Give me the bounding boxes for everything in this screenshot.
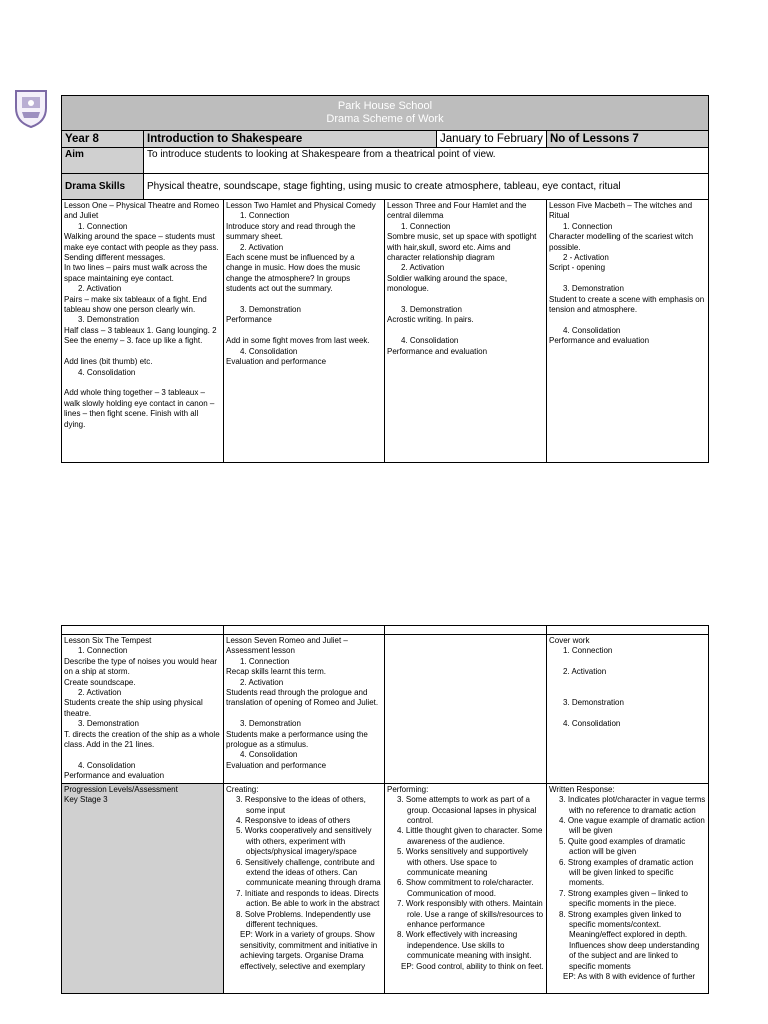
text-line: Add whole thing together – 3 tableaux – walk slowly holding eye contact in canon – lines – then fight scene. Finish with all dying. [64,388,215,429]
text-line [226,326,382,336]
text-line: 8. Solve Problems. Independently use different techniques. [236,909,371,929]
text-line: Lesson Six The Tempest [64,636,152,645]
text-line: Half class – 3 tableaux 1. Gang lounging. 2 See the enemy – 3. face up like a fight. [64,325,217,346]
lesson-two-cell [224,200,385,463]
text-line: Lesson Two Hamlet and Physical Comedy [226,201,376,210]
text-line: 4. Little thought given to character. Some awareness of the audience. [397,826,543,846]
text-line: Add in some fight moves from last week. [226,336,370,346]
text-line: In two lines – pairs must walk across the space maintaining eye contact. [64,263,208,283]
text-line: Lesson Three and Four Hamlet and the central dilemma [387,201,527,221]
text-line: T. directs the creation of the ship as a whole class. Add in the 21 lines. [64,729,220,750]
text-line: Sombre music, set up space with spotlight with hair,skull, sword etc. Aims and character relationship diagram [387,232,537,263]
text-line: EP: As with 8 with evidence of further [563,972,696,981]
text-line: EP: Good control, ability to think on feet. [401,961,544,971]
text-line: Creating: [226,784,259,794]
lesson-one-cell [62,200,224,463]
lesson-count-cell: No of Lessons 7 [547,131,709,148]
text-line: 1. Connection [563,646,613,656]
text-line [226,709,382,719]
text-line: 1. Connection [401,221,451,231]
scheme-table-bottom [61,625,709,994]
lesson-six-cell [62,635,224,784]
school-crest-logo [14,88,48,128]
text-line [64,347,221,357]
text-line: 3. Demonstration [563,284,624,294]
written-response-criteria-cell [547,783,709,993]
text-line: 3. Responsive to the ideas of others, some input [236,795,366,815]
text-line: 3. Demonstration [78,315,139,325]
empty-cell [385,626,547,635]
year-cell: Year 8 [62,131,144,148]
text-line: Script - opening [549,263,606,273]
text-line: Students read through the prologue and translation of opening of Romeo and Juliet. [226,688,379,708]
text-line: 1. Connection [240,211,290,221]
text-line: 8. Work effectively with increasing independence. Use skills to communicate meaning with insight. [397,930,532,961]
text-line: Soldier walking around the space, monologue. [387,273,508,294]
text-line [64,378,221,388]
text-line: Character modelling of the scariest witch possible. [549,232,694,252]
text-line: 4. Consolidation [240,750,298,760]
text-line: Evaluation and performance [226,357,327,367]
text-line: Performing: [387,784,429,794]
text-line: Evaluation and performance [226,760,327,770]
text-line: 4. Consolidation [78,760,136,770]
text-line: 2. Activation [240,242,284,252]
text-line: 1. Connection [78,221,128,231]
text-line: 3. Some attempts to work as part of a group. Occasional lapses in physical control. [397,795,537,825]
text-line: 5. Works sensitively and supportively with others. Use space to communicate meaning [397,847,529,877]
text-line: 2. Activation [78,688,122,698]
text-line: 3. Demonstration [240,305,301,315]
text-line [387,326,544,336]
empty-cell [62,626,224,635]
text-line: 2. Activation [78,284,122,294]
text-line: 2. Activation [240,677,284,687]
text-line: 7. Initiate and responds to ideas. Directs action. Be able to work in the abstract [236,888,380,909]
text-line: 6. Show commitment to role/character. Communication of mood. [397,878,534,898]
text-line: 5. Quite good examples of dramatic action will be given [559,836,686,857]
text-line: 6. Strong examples of dramatic action will be given linked to specific moments. [559,857,694,888]
text-line: Lesson One – Physical Theatre and Romeo and Juliet [64,201,220,221]
text-line: 3. Demonstration [401,305,462,315]
dates-cell: January to February [437,131,547,148]
text-line: Written Response: [549,784,615,794]
text-line: 4. Consolidation [401,336,459,346]
cover-work-cell [547,635,709,784]
text-line: Walking around the space – students must make eye contact with people as they pass. Sending different messages. [64,232,219,263]
text-line: Progression Levels/Assessment [64,784,178,794]
text-line: 7. Work responsibly with others. Maintain role. Use a range of skills/resources to enhance performance [397,899,544,929]
text-line [549,315,706,325]
text-line: 3. Demonstration [78,719,139,729]
aim-text: To introduce students to looking at Shakespeare from a theatrical point of view. [144,148,709,174]
text-line: 2. Activation [401,263,445,273]
text-line: 2 - Activation [563,253,609,263]
text-line: Performance and evaluation [387,346,488,356]
text-line [549,688,706,698]
text-line: 6. Sensitively challenge, contribute and extend the ideas of others. Can communicate meaning through drama [236,857,381,888]
school-name: Park House School [337,100,433,112]
text-line [64,750,221,760]
text-line: 2. Activation [563,667,607,677]
title-header [62,96,709,131]
text-line [387,295,544,305]
text-line: Introduce story and read through the summary sheet. [226,221,356,242]
text-line: 4. Consolidation [78,367,136,377]
aim-label: Aim [62,148,144,174]
text-line: 1. Connection [240,656,290,666]
unit-cell: Introduction to Shakespeare [144,131,437,148]
lesson-five-cell [547,200,709,463]
creating-criteria-cell [224,783,385,993]
text-line: Key Stage 3 [64,795,108,805]
text-line: Students create the ship using physical theatre. [64,698,203,718]
progression-levels-cell [62,783,224,993]
text-line: 3. Demonstration [240,719,301,729]
text-line: 4. Consolidation [563,325,621,335]
text-line: Performance and evaluation [64,771,165,781]
text-line: Performance [226,315,272,325]
performing-criteria-cell [385,783,547,993]
text-line: Lesson Five Macbeth – The witches and Ritual [549,201,693,221]
text-line: 3. Indicates plot/character in vague terms with no reference to dramatic action [559,795,706,815]
text-line: 4. Responsive to ideas of others [236,815,351,825]
text-line [549,274,706,284]
drama-skills-text: Physical theatre, soundscape, stage fighting, using music to create atmosphere, tableau, eye contact, ritual [144,174,709,200]
text-line: Students make a performance using the prologue as a stimulus. [226,729,368,750]
text-line: 3. Demonstration [563,698,624,708]
text-line [549,709,706,719]
text-line [549,657,706,667]
text-line: 5. Works cooperatively and sensitively with others, experiment with objects/physical imagery/space [236,826,372,857]
text-line: Acrostic writing. In pairs. [387,315,474,325]
text-line: Each scene must be influenced by a change in music. How does the music change the atmosphere? In groups students act out the summary. [226,253,361,294]
text-line: Add lines (bit thumb) etc. [64,357,153,367]
text-line: Create soundscape. [64,677,136,687]
text-line [226,295,382,305]
text-line: EP: Work in a variety of groups. Show sensitivity, commitment and initiative in achieving targets. Organise Drama effectively, selective and exemplary [240,930,378,971]
empty-cell [224,626,385,635]
text-line: Performance and evaluation [549,336,650,346]
empty-cell [385,635,547,784]
text-line: 8. Strong examples given linked to specific moments/context. Meaning/effect explored in depth. Influences show deep understanding of the subject and are linked to specific moments [559,909,700,971]
empty-cell [547,626,709,635]
text-line: 7. Strong examples given – linked to specific moments in the piece. [559,888,688,909]
text-line: Recap skills learnt this term. [226,667,327,677]
text-line: Describe the type of noises you would hear on a ship at storm. [64,656,217,677]
text-line: Cover work [549,636,590,645]
document-title: Drama Scheme of Work [326,113,444,125]
text-line [549,678,706,688]
text-line: 4. Consolidation [240,346,298,356]
text-line: 1. Connection [563,221,613,231]
text-line: 1. Connection [78,646,128,656]
drama-skills-label: Drama Skills [62,174,144,200]
text-line: 4. One vague example of dramatic action will be given [559,815,705,836]
text-line: Lesson Seven Romeo and Juliet – Assessment lesson [226,636,348,656]
lesson-seven-cell [224,635,385,784]
text-line: 4. Consolidation [563,719,621,729]
lesson-three-four-cell [385,200,547,463]
text-line: Student to create a scene with emphasis on tension and atmosphere. [549,294,705,315]
text-line: Pairs – make six tableaux of a fight. End tableau show one person clearly win. [64,294,207,315]
scheme-table-top [61,95,709,463]
